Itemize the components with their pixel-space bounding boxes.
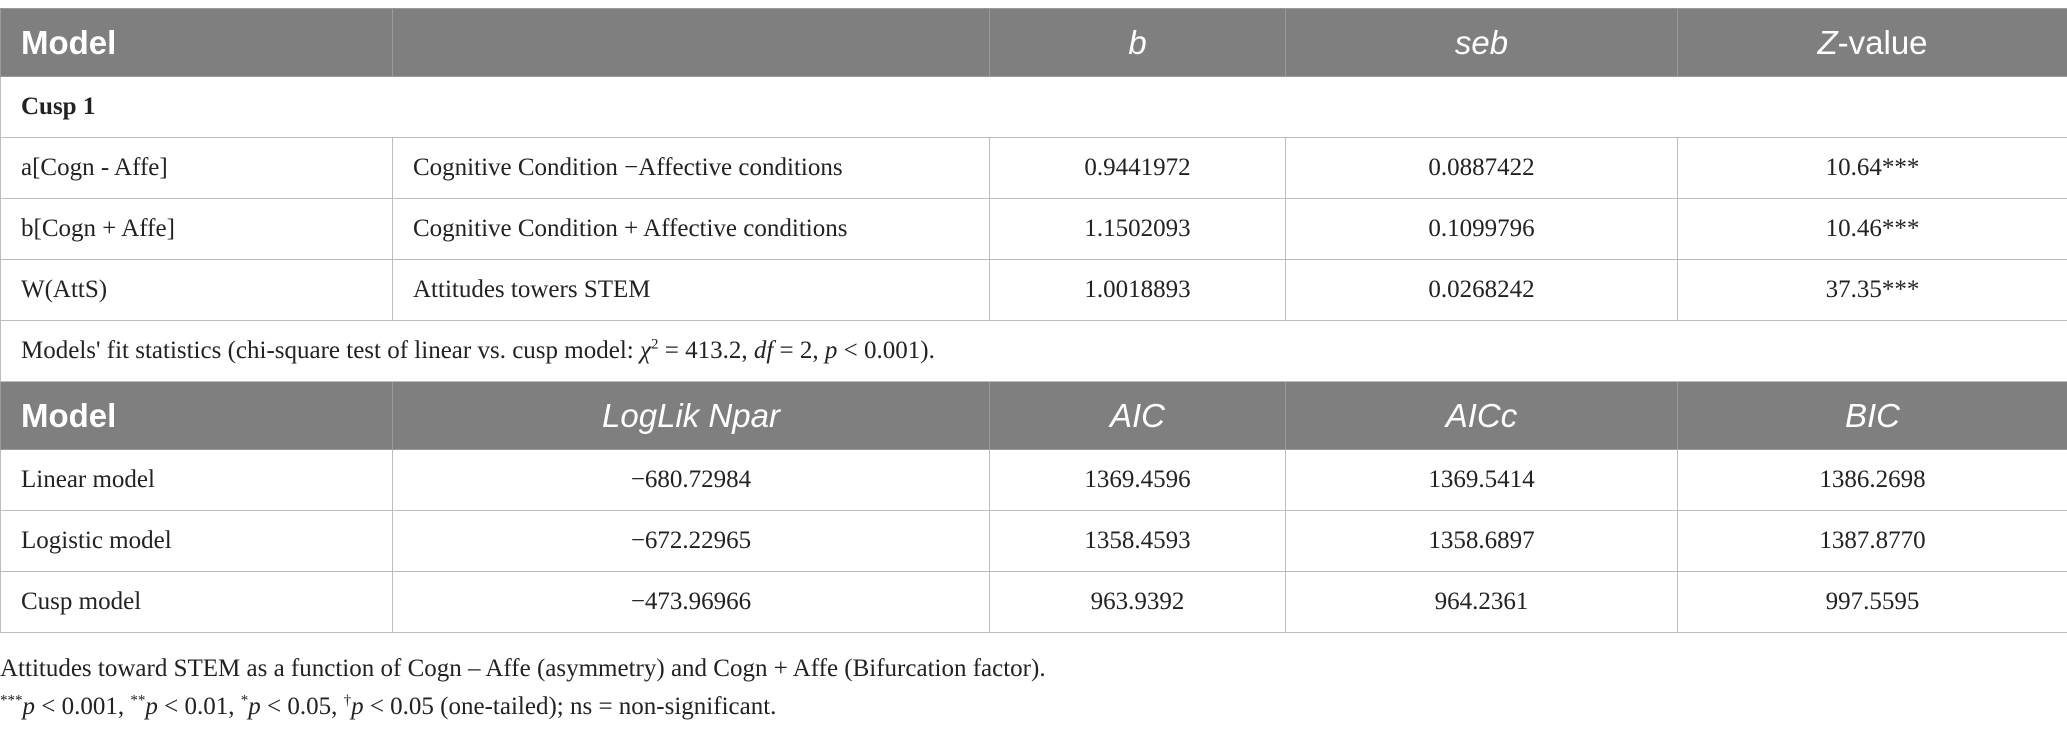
loglik-cell: −672.22965 — [393, 511, 990, 572]
bic-cell: 997.5595 — [1678, 572, 2067, 633]
p-symbol: p — [248, 693, 261, 720]
header-seb: seb — [1286, 9, 1678, 77]
header-description — [393, 9, 990, 77]
note-line-1: Attitudes toward STEM as a function of Cogn – Affe (asymmetry) and Cogn + Affe (Bifurcation factor). — [0, 655, 1046, 682]
z-cell — [1678, 260, 2067, 321]
term-cell: W(AttS) — [1, 260, 393, 321]
table-row — [1, 511, 2067, 572]
table-notes — [0, 654, 2067, 730]
df-value: = 2, — [773, 337, 825, 364]
header-aicc: AICc — [1286, 382, 1678, 450]
sig-marker: * — [240, 692, 249, 709]
fit-note-prefix: Models' fit statistics (chi-square test of linear vs. cusp model: — [21, 337, 640, 364]
p-value: < 0.001). — [837, 337, 935, 364]
z-value: 10.64 — [1825, 154, 1882, 181]
table1-header-row — [1, 9, 2067, 77]
header-b: b — [990, 9, 1286, 77]
loglik-cell: −473.96966 — [393, 572, 990, 633]
term-cell: b[Cogn + Affe] — [1, 199, 393, 260]
model-name-cell: Logistic model — [1, 511, 393, 572]
sig-marker: ** — [130, 692, 146, 709]
z-cell — [1678, 199, 2067, 260]
section-label: Cusp 1 — [1, 77, 2067, 138]
sig-marker: *** — [0, 692, 23, 709]
p-symbol: p — [824, 337, 838, 364]
significance-stars: *** — [1881, 215, 1920, 242]
sig-text: < 0.001, — [35, 693, 131, 720]
significance-stars: *** — [1881, 276, 1920, 303]
sig-text: < 0.01, — [157, 693, 241, 720]
z-cell — [1678, 138, 2067, 199]
p-symbol: p — [22, 693, 35, 720]
description-cell: Cognitive Condition −Affective conditions — [393, 138, 990, 199]
p-symbol: p — [351, 693, 364, 720]
chi-superscript: 2 — [650, 336, 659, 353]
description-cell: Cognitive Condition + Affective conditions — [393, 199, 990, 260]
sig-marker: † — [343, 692, 352, 709]
seb-cell: 0.1099796 — [1286, 199, 1678, 260]
chi-symbol: χ — [639, 337, 651, 364]
seb-cell: 0.0268242 — [1286, 260, 1678, 321]
model-name-cell: Linear model — [1, 450, 393, 511]
loglik-cell: −680.72984 — [393, 450, 990, 511]
bic-cell: 1387.8770 — [1678, 511, 2067, 572]
b-cell: 1.0018893 — [990, 260, 1286, 321]
aic-cell: 1369.4596 — [990, 450, 1286, 511]
aicc-cell: 1358.6897 — [1286, 511, 1678, 572]
sig-text: < 0.05, — [260, 693, 344, 720]
table2-header-row — [1, 382, 2067, 450]
p-symbol: p — [145, 693, 158, 720]
table-row — [1, 260, 2067, 321]
df-symbol: df — [753, 337, 774, 364]
header-model: Model — [1, 382, 393, 450]
header-model: Model — [1, 9, 393, 77]
header-z-letter: Z — [1817, 23, 1838, 61]
description-cell: Attitudes towers STEM — [393, 260, 990, 321]
b-cell: 1.1502093 — [990, 199, 1286, 260]
aicc-cell: 964.2361 — [1286, 572, 1678, 633]
significance-stars: *** — [1881, 154, 1920, 181]
table-row — [1, 138, 2067, 199]
model-name-cell: Cusp model — [1, 572, 393, 633]
header-value-suffix: -value — [1837, 23, 1928, 61]
fit-note-row — [1, 321, 2067, 382]
header-z-value — [1678, 9, 2067, 77]
results-table — [0, 8, 2067, 633]
header-bic: BIC — [1678, 382, 2067, 450]
term-cell: a[Cogn - Affe] — [1, 138, 393, 199]
z-value: 37.35 — [1825, 276, 1882, 303]
seb-cell: 0.0887422 — [1286, 138, 1678, 199]
bic-cell: 1386.2698 — [1678, 450, 2067, 511]
aic-cell: 963.9392 — [990, 572, 1286, 633]
sig-text: < 0.05 (one-tailed); ns = non-significant. — [363, 693, 777, 720]
fit-note — [1, 321, 2067, 382]
aicc-cell: 1369.5414 — [1286, 450, 1678, 511]
section-row — [1, 77, 2067, 138]
chi-value: = 413.2, — [658, 337, 754, 364]
note-line-2 — [0, 692, 2067, 722]
table-row — [1, 572, 2067, 633]
table-row — [1, 199, 2067, 260]
header-loglik: LogLik Npar — [393, 382, 990, 450]
header-aic: AIC — [990, 382, 1286, 450]
aic-cell: 1358.4593 — [990, 511, 1286, 572]
table-row — [1, 450, 2067, 511]
b-cell: 0.9441972 — [990, 138, 1286, 199]
z-value: 10.46 — [1825, 215, 1882, 242]
